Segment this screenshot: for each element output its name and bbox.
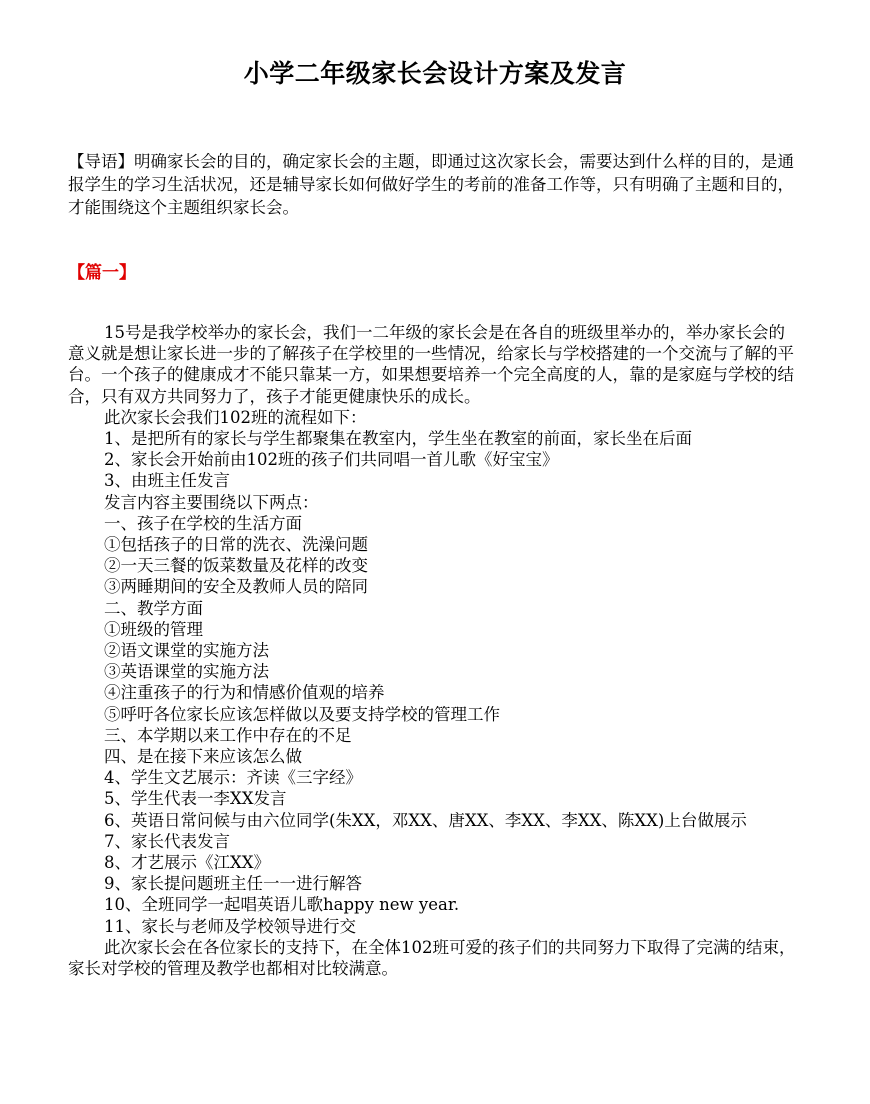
list-item: 10、全班同学一起唱英语儿歌happy new year. xyxy=(104,895,460,915)
section-heading: 【篇一】 xyxy=(68,263,136,283)
list-item: 四、是在接下来应该怎么做 xyxy=(104,747,302,767)
list-item: ③两睡期间的安全及教师人员的陪同 xyxy=(104,577,368,597)
list-item: 5、学生代表一李XX发言 xyxy=(104,789,287,809)
list-item: ①班级的管理 xyxy=(104,619,203,639)
document-title: 小学二年级家长会设计方案及发言 xyxy=(243,59,627,88)
list-item: ④注重孩子的行为和情感价值观的培养 xyxy=(104,683,385,703)
list-item: 6、英语日常问候与由六位同学(朱XX，邓XX、唐XX、李XX、李XX、陈XX)上台做展示 xyxy=(104,810,747,830)
list-item: 发言内容主要围绕以下两点： xyxy=(104,492,319,512)
list-item: ②语文课堂的实施方法 xyxy=(104,641,269,661)
list-item: ②一天三餐的饭菜数量及花样的改变 xyxy=(104,556,368,576)
list-item: 三、本学期以来工作中存在的不足 xyxy=(104,725,352,745)
intro-paragraph: 【导语】明确家长会的目的，确定家长会的主题，即通过这次家长会，需要达到什么样的目的，是通报学生的学习生活状况，还是辅导家长如何做好学生的考前的准备工作等，只有明确了主题和目的，才能围绕这个主题组织家长会。 xyxy=(68,152,794,217)
list-item: 3、由班主任发言 xyxy=(104,471,230,491)
list-item: ⑤呼吁各位家长应该怎样做以及要支持学校的管理工作 xyxy=(104,704,500,724)
closing-paragraph: 此次家长会在各位家长的支持下，在全体102班可爱的孩子们的共同努力下取得了完满的结束，家长对学校的管理及教学也都相对比较满意。 xyxy=(68,937,796,979)
list-item: 2、家长会开始前由102班的孩子们共同唱一首儿歌《好宝宝》 xyxy=(104,450,559,470)
list-item: ①包括孩子的日常的洗衣、洗澡问题 xyxy=(104,535,368,555)
list-item: 8、才艺展示《江XX》 xyxy=(104,853,270,873)
body-paragraph: 15号是我学校举办的家长会，我们一二年级的家长会是在各自的班级里举办的，举办家长会的意义就是想让家长进一步的了解孩子在学校里的一些情况，给家长与学校搭建的一个交流与了解的平台。一个孩子的健康成才不能只靠某一方，如果想要培养一个完全高度的人，靠的是家庭与学校的结合，只有双方共同努力了，孩子才能更健康快乐的成长。 xyxy=(68,323,794,406)
list-item: 一、孩子在学校的生活方面 xyxy=(104,513,302,533)
list-item: ③英语课堂的实施方法 xyxy=(104,662,269,682)
list-item: 11、家长与老师及学校领导进行交 xyxy=(104,916,356,936)
document-body xyxy=(68,322,798,979)
list-item: 7、家长代表发言 xyxy=(104,831,230,851)
list-item: 1、是把所有的家长与学生都聚集在教室内，学生坐在教室的前面，家长坐在后面 xyxy=(104,429,692,449)
list-item: 此次家长会我们102班的流程如下： xyxy=(104,407,367,427)
list-item: 4、学生文艺展示：齐读《三字经》 xyxy=(104,768,362,788)
list-item: 二、教学方面 xyxy=(104,598,203,618)
list-item: 9、家长提问题班主任一一进行解答 xyxy=(104,874,362,894)
